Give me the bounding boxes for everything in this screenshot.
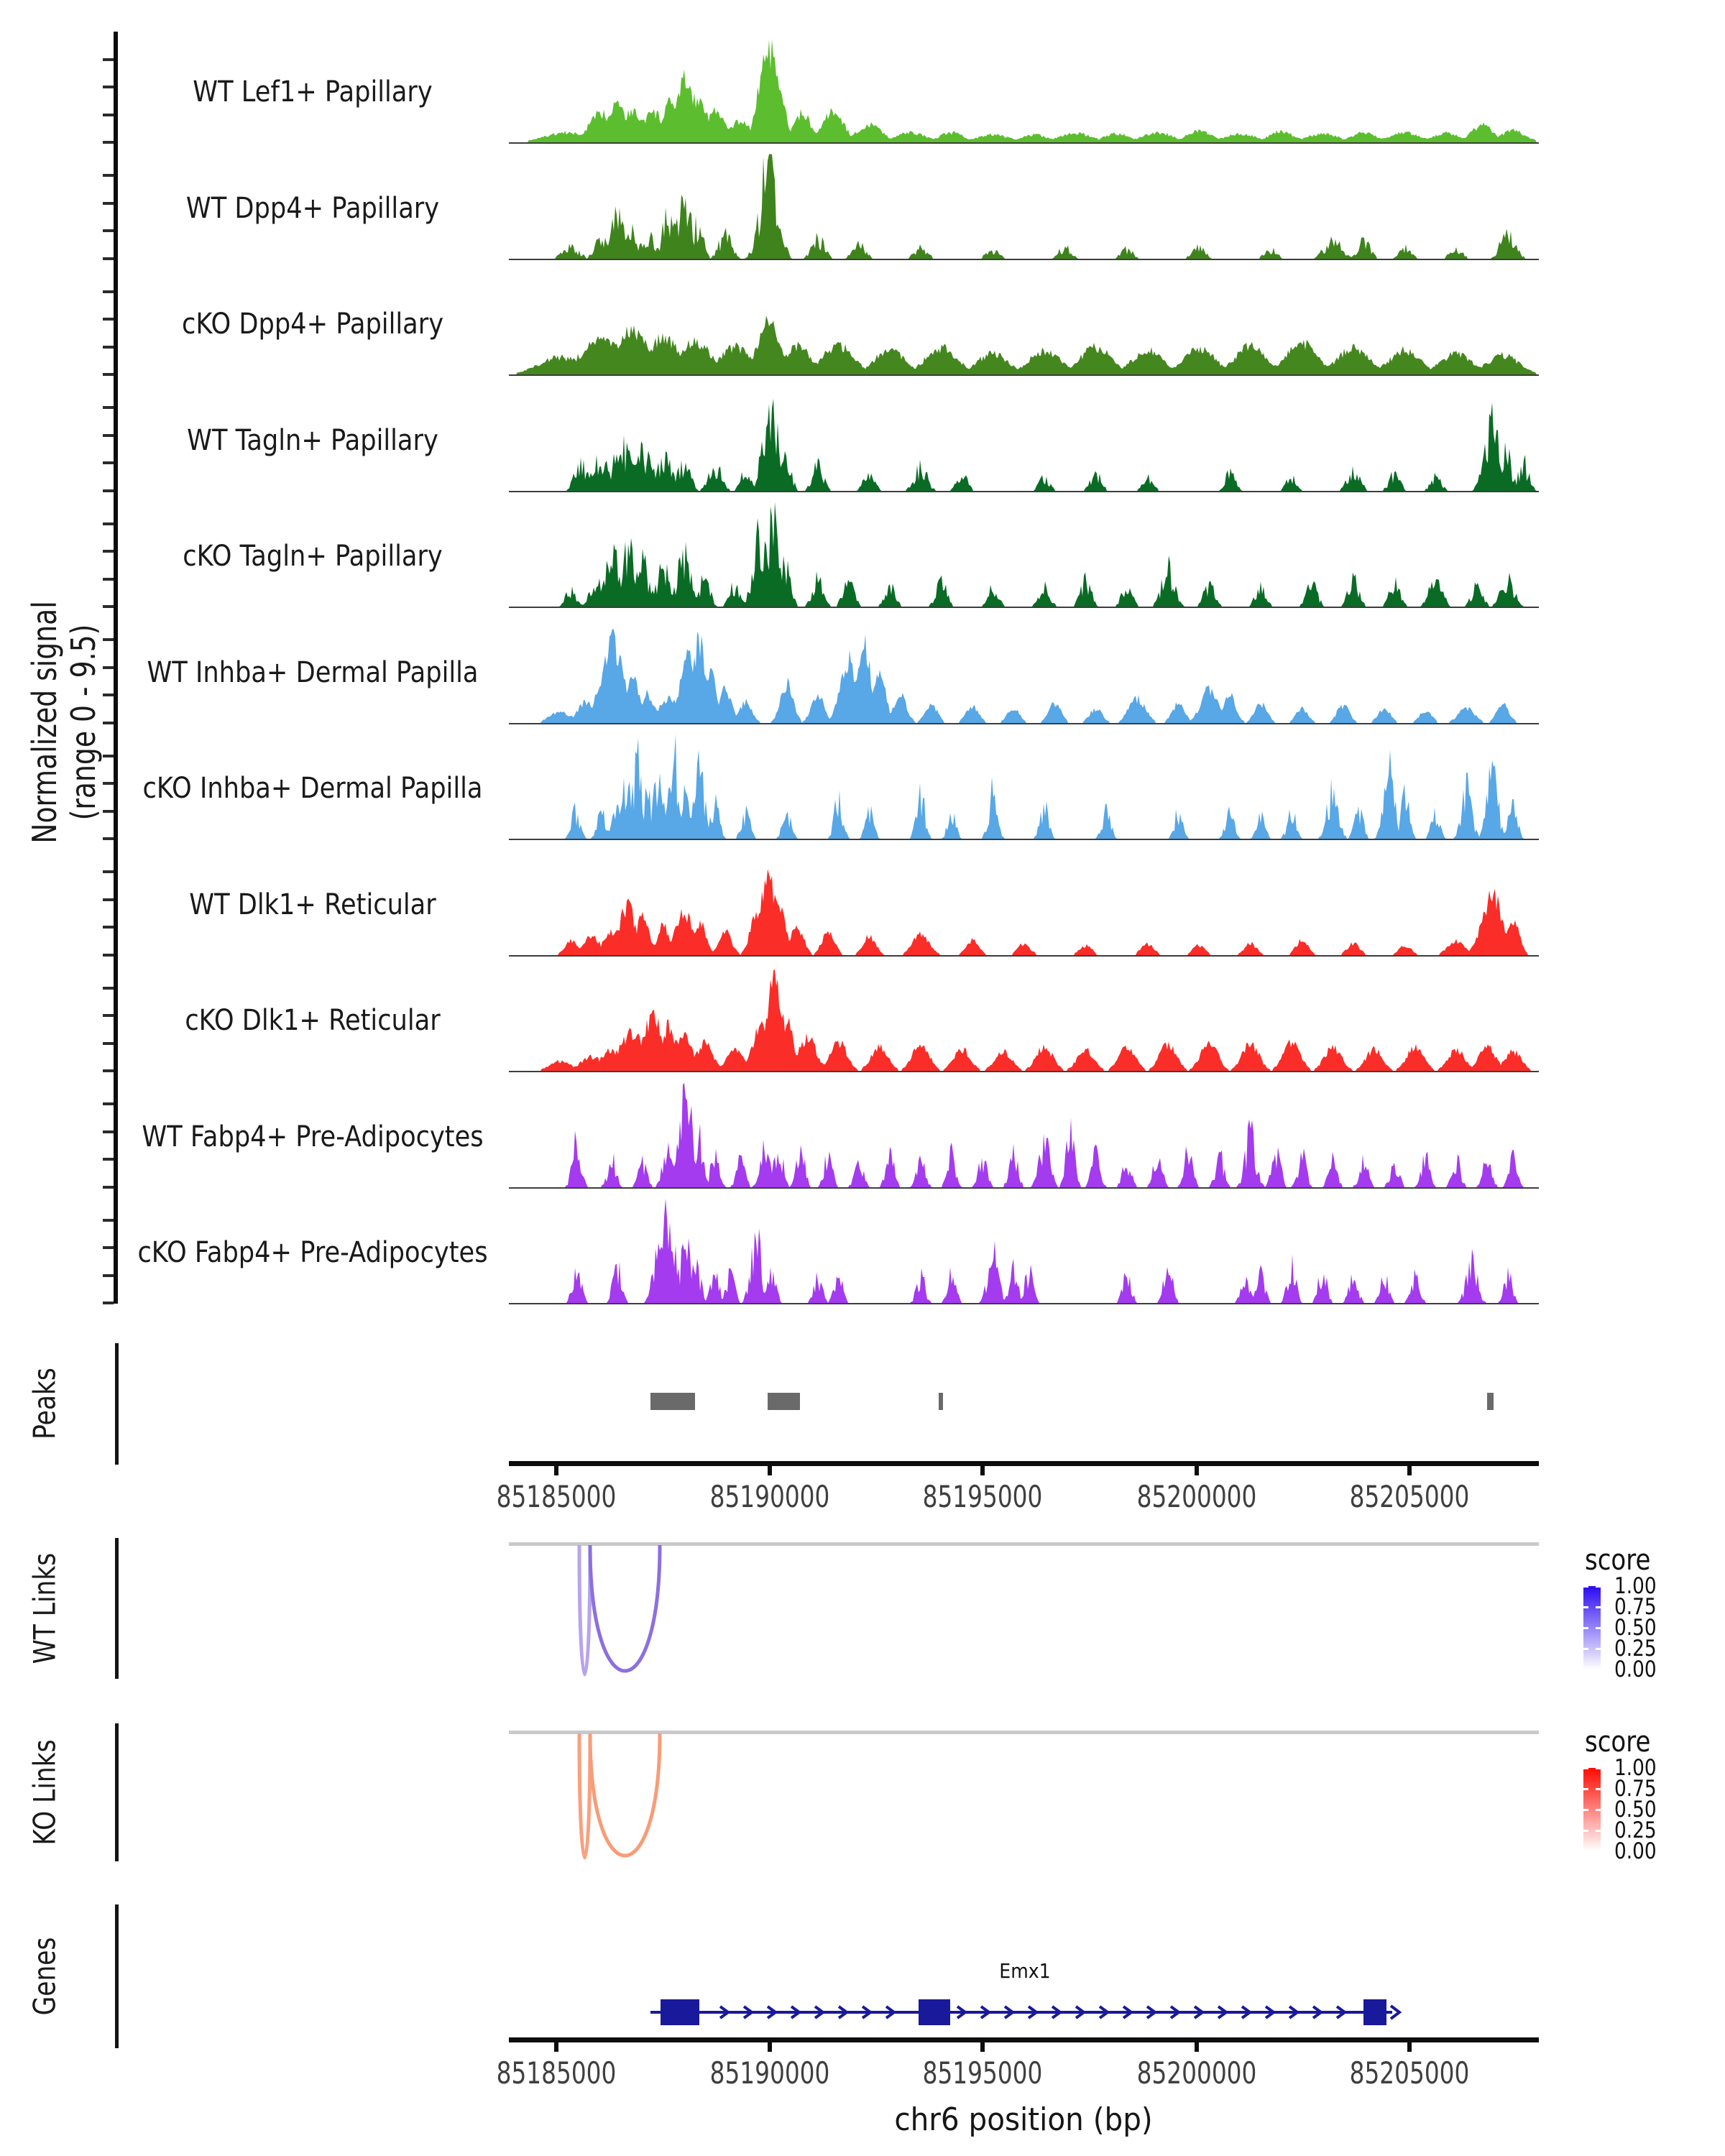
y-axis-tick xyxy=(103,1246,114,1249)
wt-score-tick-label: 0.00 xyxy=(1614,1657,1657,1682)
y-axis-tick xyxy=(103,1158,114,1161)
signal-track-3 xyxy=(509,267,1539,376)
gene-name-label: Emx1 xyxy=(999,1959,1051,1983)
y-axis-tick xyxy=(103,174,114,177)
y-axis-tick xyxy=(103,605,114,608)
ko-score-tick-mark xyxy=(1596,1788,1601,1790)
y-axis-tick xyxy=(103,1042,114,1045)
peaks-x-axis-line xyxy=(509,1461,1539,1466)
track-label: cKO Inhba+ Dermal Papilla xyxy=(142,772,483,805)
peak-interval xyxy=(650,1393,695,1410)
y-axis-tick xyxy=(103,1274,114,1277)
signal-track-6 xyxy=(509,615,1539,724)
wt-score-tick-mark xyxy=(1583,1627,1588,1629)
wt-score-tick-mark xyxy=(1596,1606,1601,1608)
wt-score-tick-label: 0.25 xyxy=(1614,1636,1657,1662)
y-axis-tick xyxy=(103,550,114,553)
y-axis-label-line2: (range 0 - 9.5) xyxy=(64,624,103,821)
y-axis-tick xyxy=(103,666,114,669)
signal-track-2 xyxy=(509,151,1539,260)
y-axis-tick xyxy=(103,86,114,88)
wt-score-tick-mark xyxy=(1596,1648,1601,1650)
ko-score-tick-mark xyxy=(1583,1767,1588,1769)
ko-score-tick-label: 0.25 xyxy=(1614,1818,1657,1843)
track-label: WT Dpp4+ Papillary xyxy=(185,191,440,225)
track-label: WT Tagln+ Papillary xyxy=(187,423,438,457)
y-axis-tick xyxy=(103,1014,114,1017)
wt-score-tick-mark xyxy=(1583,1606,1588,1608)
ko-score-tick-mark xyxy=(1583,1788,1588,1790)
track-label: cKO Tagln+ Papillary xyxy=(183,540,443,573)
y-axis-tick xyxy=(103,578,114,581)
y-axis-tick xyxy=(103,406,114,409)
ko-score-tick-mark xyxy=(1596,1809,1601,1811)
signal-track-5 xyxy=(509,499,1539,608)
peaks-x-axis-tick-label: 85185000 xyxy=(496,1479,617,1514)
wt-score-tick-mark xyxy=(1583,1648,1588,1650)
genes-x-axis-tick xyxy=(980,2042,985,2052)
y-axis-tick xyxy=(103,434,114,437)
y-axis-tick xyxy=(103,926,114,929)
y-axis-tick xyxy=(103,257,114,260)
genes-x-axis-tick-label: 85195000 xyxy=(922,2055,1043,2091)
y-axis-tick xyxy=(103,461,114,464)
peak-interval xyxy=(939,1393,943,1410)
y-axis-tick xyxy=(103,346,114,349)
peaks-x-axis-tick-label: 85205000 xyxy=(1349,1479,1470,1514)
wt-score-tick-mark xyxy=(1583,1585,1588,1588)
genes-x-axis-tick-label: 85185000 xyxy=(496,2055,617,2091)
track-label: WT Fabp4+ Pre-Adipocytes xyxy=(142,1120,484,1153)
y-axis-tick xyxy=(103,755,114,757)
signal-track-10 xyxy=(509,1079,1539,1189)
y-axis-tick xyxy=(103,1130,114,1133)
y-axis-tick xyxy=(103,141,114,144)
y-axis-tick xyxy=(103,58,114,61)
peak-interval xyxy=(1487,1393,1494,1410)
wt-links-arcs xyxy=(0,1545,1725,1732)
y-axis-tick xyxy=(103,722,114,724)
y-axis-tick xyxy=(103,290,114,293)
y-axis-tick xyxy=(103,522,114,525)
y-axis-tick xyxy=(103,782,114,785)
y-axis-tick xyxy=(103,837,114,840)
peaks-x-axis-tick xyxy=(980,1466,985,1475)
signal-track-9 xyxy=(509,963,1539,1072)
signal-track-8 xyxy=(509,847,1539,957)
y-axis-tick xyxy=(103,898,114,901)
peaks-x-axis-tick-label: 85195000 xyxy=(922,1479,1043,1514)
wt-score-tick-label: 0.75 xyxy=(1614,1594,1657,1620)
signal-y-axis xyxy=(114,32,118,1304)
genes-x-axis-tick-label: 85200000 xyxy=(1136,2055,1257,2091)
ko-score-legend-title: score xyxy=(1585,1726,1651,1759)
ko-links-section-label: KO Links xyxy=(27,1739,63,1846)
y-axis-tick xyxy=(103,870,114,873)
y-axis-tick xyxy=(103,638,114,641)
wt-score-tick-mark xyxy=(1596,1627,1601,1629)
wt-links-section-label: WT Links xyxy=(27,1552,63,1664)
track-label: cKO Dlk1+ Reticular xyxy=(185,1004,441,1037)
gene-model-emx1 xyxy=(0,1984,1725,2041)
peaks-x-axis-tick xyxy=(768,1466,772,1475)
y-axis-tick xyxy=(103,810,114,813)
wt-score-tick-label: 1.00 xyxy=(1614,1573,1657,1599)
signal-track-1 xyxy=(509,34,1539,144)
x-axis-title: chr6 position (bp) xyxy=(894,2101,1153,2138)
y-axis-tick xyxy=(103,694,114,696)
y-axis-tick xyxy=(103,373,114,376)
track-label: WT Inhba+ Dermal Papilla xyxy=(147,655,479,689)
genes-x-axis-tick xyxy=(1195,2042,1199,2052)
y-axis-tick xyxy=(103,1102,114,1105)
peaks-x-axis-tick xyxy=(1407,1466,1412,1475)
track-label: WT Dlk1+ Reticular xyxy=(189,888,436,921)
genes-x-axis-tick-label: 85205000 xyxy=(1349,2055,1470,2091)
ko-score-tick-label: 0.50 xyxy=(1614,1797,1657,1823)
signal-track-4 xyxy=(509,383,1539,492)
y-axis-tick xyxy=(103,229,114,232)
peaks-bracket xyxy=(115,1343,119,1465)
track-label: cKO Dpp4+ Papillary xyxy=(181,308,444,341)
signal-track-11 xyxy=(509,1195,1539,1304)
ko-score-tick-label: 0.00 xyxy=(1614,1838,1657,1864)
y-axis-tick xyxy=(103,1302,114,1304)
genes-x-axis-tick xyxy=(768,2042,772,2052)
peaks-x-axis-tick xyxy=(1195,1466,1199,1475)
peaks-x-axis-tick-label: 85190000 xyxy=(709,1479,830,1514)
peak-interval xyxy=(768,1393,800,1410)
track-label: cKO Fabp4+ Pre-Adipocytes xyxy=(137,1236,488,1269)
ko-score-tick-label: 1.00 xyxy=(1614,1755,1657,1781)
wt-score-legend-title: score xyxy=(1585,1544,1651,1577)
ko-score-tick-label: 0.75 xyxy=(1614,1776,1657,1802)
y-axis-tick xyxy=(103,1069,114,1072)
y-axis-tick xyxy=(103,114,114,116)
genes-section-label: Genes xyxy=(27,1937,63,2016)
y-axis-tick xyxy=(103,954,114,957)
genes-x-axis-tick-label: 85190000 xyxy=(709,2055,830,2091)
y-axis-tick xyxy=(103,489,114,492)
ko-links-arcs xyxy=(0,1733,1725,1920)
ko-score-tick-mark xyxy=(1596,1767,1601,1769)
peaks-section-label: Peaks xyxy=(27,1368,63,1439)
signal-track-7 xyxy=(509,731,1539,840)
wt-score-tick-mark xyxy=(1596,1585,1601,1588)
genes-x-axis-tick xyxy=(554,2042,558,2052)
track-label: WT Lef1+ Papillary xyxy=(193,75,433,109)
ko-score-tick-mark xyxy=(1596,1830,1601,1832)
ko-score-tick-mark xyxy=(1583,1830,1588,1832)
y-axis-tick xyxy=(103,1219,114,1222)
ko-score-tick-mark xyxy=(1583,1809,1588,1811)
y-axis-tick xyxy=(103,1186,114,1189)
y-axis-label-line1: Normalized signal xyxy=(25,601,64,844)
peaks-x-axis-tick-label: 85200000 xyxy=(1136,1479,1257,1514)
y-axis-tick xyxy=(103,202,114,205)
peaks-x-axis-tick xyxy=(554,1466,558,1475)
y-axis-tick xyxy=(103,987,114,990)
y-axis-tick xyxy=(103,318,114,321)
wt-score-tick-label: 0.50 xyxy=(1614,1615,1657,1641)
genes-x-axis-tick xyxy=(1407,2042,1412,2052)
